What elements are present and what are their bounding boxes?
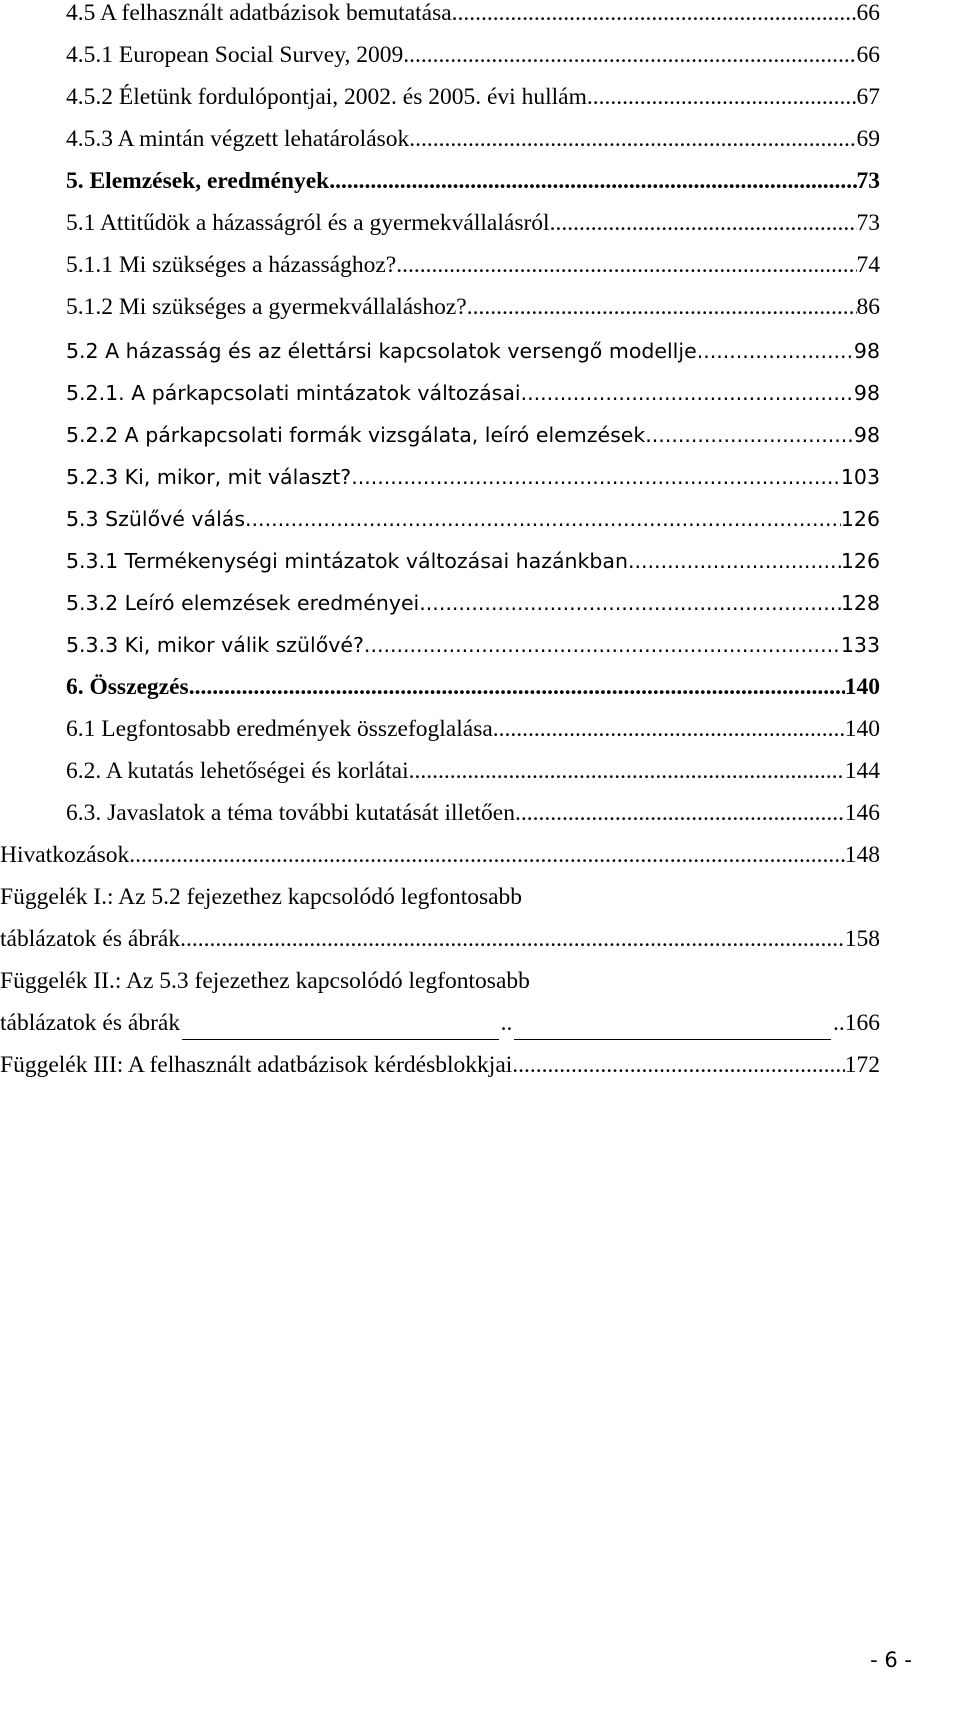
- toc-entry-page: 148: [844, 842, 880, 868]
- toc-entry: [66, 460, 880, 494]
- toc-entry-page: 172: [844, 1052, 880, 1078]
- toc-entry-page: 66: [856, 0, 880, 26]
- toc-entry-page: 140: [844, 716, 880, 742]
- toc-leader-line: [182, 1029, 499, 1040]
- toc-entry-title: 5.2.3 Ki, mikor, mit választ?: [66, 465, 352, 489]
- toc-entry-title: Hivatkozások: [0, 842, 130, 868]
- toc-entry-page: 126: [840, 549, 880, 573]
- toc-entry-page: 86: [856, 294, 880, 320]
- toc-leader: [409, 38, 856, 72]
- toc-entry-title: 4.5.2 Életünk fordulópontjai, 2002. és 2005. évi hullám: [66, 84, 587, 110]
- toc-entry-page: 128: [840, 591, 880, 615]
- toc-entry-title: 5. Elemzések, eredmények: [66, 168, 330, 194]
- toc-entry-title: 5.3.2 Leíró elemzések eredményei: [66, 591, 420, 615]
- toc-entry-title: 5.3.3 Ki, mikor válik szülővé?: [66, 633, 364, 657]
- toc-entry: [66, 712, 880, 746]
- toc-entry-page: 126: [840, 507, 880, 531]
- toc-entry-title: táblázatok és ábrák: [0, 926, 181, 952]
- toc-entry-title: Függelék II.: Az 5.3 fejezethez kapcsolódó legfontosabb: [0, 968, 530, 994]
- toc-leader: [329, 164, 856, 198]
- toc-entry-title: táblázatok és ábrák: [0, 1010, 181, 1036]
- toc-leader: [452, 0, 857, 30]
- toc-entry-line1: [0, 964, 880, 998]
- toc-entry-title: Függelék III: A felhasznált adatbázisok kérdésblokkjai: [0, 1052, 513, 1078]
- toc-leader: [409, 754, 845, 788]
- toc-entry: [66, 334, 880, 368]
- toc-entry: [66, 248, 880, 282]
- toc-entry-page: 74: [856, 252, 880, 278]
- toc-entry: [66, 290, 880, 324]
- toc-leader: [628, 544, 841, 578]
- toc-leader: [189, 670, 845, 704]
- toc-entry-line1: [0, 880, 880, 914]
- toc-entry-page: 69: [856, 126, 880, 152]
- toc-entry-page: 158: [844, 926, 880, 952]
- toc-leader: [493, 712, 845, 746]
- toc-entry-page: 98: [853, 339, 880, 363]
- toc-entry-page: 67: [856, 84, 880, 110]
- toc-leader: [180, 922, 845, 956]
- toc-leader-line: [514, 1029, 831, 1040]
- toc-leader: [396, 248, 856, 282]
- toc-entry: [66, 376, 880, 410]
- toc-leader: [351, 460, 841, 494]
- toc-entry: [0, 1006, 880, 1040]
- toc-leader: [645, 418, 854, 452]
- toc-entry-page: 133: [840, 633, 880, 657]
- toc-entry-page: 146: [844, 800, 880, 826]
- toc-entry-title: 5.3.1 Termékenységi mintázatok változásai hazánkban: [66, 549, 628, 573]
- toc-chapter: [66, 670, 880, 704]
- toc-entry: [66, 502, 880, 536]
- toc-entry: [0, 922, 880, 956]
- toc-entry-title: 5.3 Szülővé válás: [66, 507, 246, 531]
- toc-entry-page: 140: [844, 674, 880, 700]
- toc-entry-title: 4.5.3 A mintán végzett lehatárolások: [66, 126, 410, 152]
- toc-leader: [550, 206, 857, 240]
- toc-entry-page: 73: [856, 168, 880, 194]
- toc-entry-title: 6.2. A kutatás lehetőségei és korlátai: [66, 758, 409, 784]
- toc-entry-page: 66: [856, 42, 880, 68]
- toc-entry-page: 98: [853, 381, 880, 405]
- toc-entry-title: 5.1.1 Mi szükséges a házassághoz?: [66, 252, 397, 278]
- toc-entry-title: 5.1.2 Mi szükséges a gyermekvállaláshoz?: [66, 294, 467, 320]
- toc-entry-title: 6.1 Legfontosabb eredmények összefoglalása: [66, 716, 493, 742]
- page-number: - 6 -: [870, 1648, 912, 1672]
- toc-entry-title: 6.3. Javaslatok a téma további kutatását illetően: [66, 800, 515, 826]
- toc-entry-title: 4.5.1 European Social Survey, 2009.: [66, 42, 410, 68]
- toc-entry-page: ..166: [833, 1010, 880, 1036]
- toc-entry: [66, 796, 880, 830]
- toc-leader: [587, 80, 857, 114]
- toc-leader: [515, 796, 845, 830]
- toc-entry-page: 73: [856, 210, 880, 236]
- toc-entry: [66, 418, 880, 452]
- toc-entry-title: 5.2.1. A párkapcsolati mintázatok változásai: [66, 381, 521, 405]
- toc-entry: [66, 544, 880, 578]
- toc-leader: [697, 334, 854, 368]
- toc-entry-page: 144: [844, 758, 880, 784]
- toc-entry-title: 6. Összegzés: [66, 674, 189, 700]
- toc-leader: [409, 122, 856, 156]
- toc-entry-page: 103: [840, 465, 880, 489]
- toc-entry: [66, 628, 880, 662]
- toc-leader-mid: ..: [500, 1010, 513, 1036]
- toc-leader: [467, 290, 857, 324]
- toc-entry-title: 5.2.2 A párkapcsolati formák vizsgálata, leíró elemzések: [66, 423, 646, 447]
- toc-leader: [245, 502, 841, 536]
- toc-entry: [66, 38, 880, 72]
- toc-entry: [66, 80, 880, 114]
- toc-entry-title: 5.1 Attitűdök a házasságról és a gyermekvállalásról: [66, 210, 550, 236]
- toc-entry-title: 4.5 A felhasznált adatbázisok bemutatása: [66, 0, 452, 26]
- toc-entry: [66, 754, 880, 788]
- toc-entry-page: 98: [853, 423, 880, 447]
- toc-entry: [66, 206, 880, 240]
- toc-leader: [521, 376, 854, 410]
- toc-entry: [66, 586, 880, 620]
- toc-chapter: [66, 164, 880, 198]
- toc-entry-title: Függelék I.: Az 5.2 fejezethez kapcsolódó legfontosabb: [0, 884, 523, 910]
- toc-leader: [129, 838, 845, 872]
- toc-entry: [0, 1048, 880, 1082]
- toc-entry: [66, 122, 880, 156]
- toc-entry: [66, 0, 880, 30]
- toc-entry: [0, 838, 880, 872]
- toc-leader: [364, 628, 841, 662]
- toc-leader: [419, 586, 841, 620]
- toc-entry-title: 5.2 A házasság és az élettársi kapcsolatok versengő modellje: [66, 339, 697, 363]
- toc-leader: [512, 1048, 844, 1082]
